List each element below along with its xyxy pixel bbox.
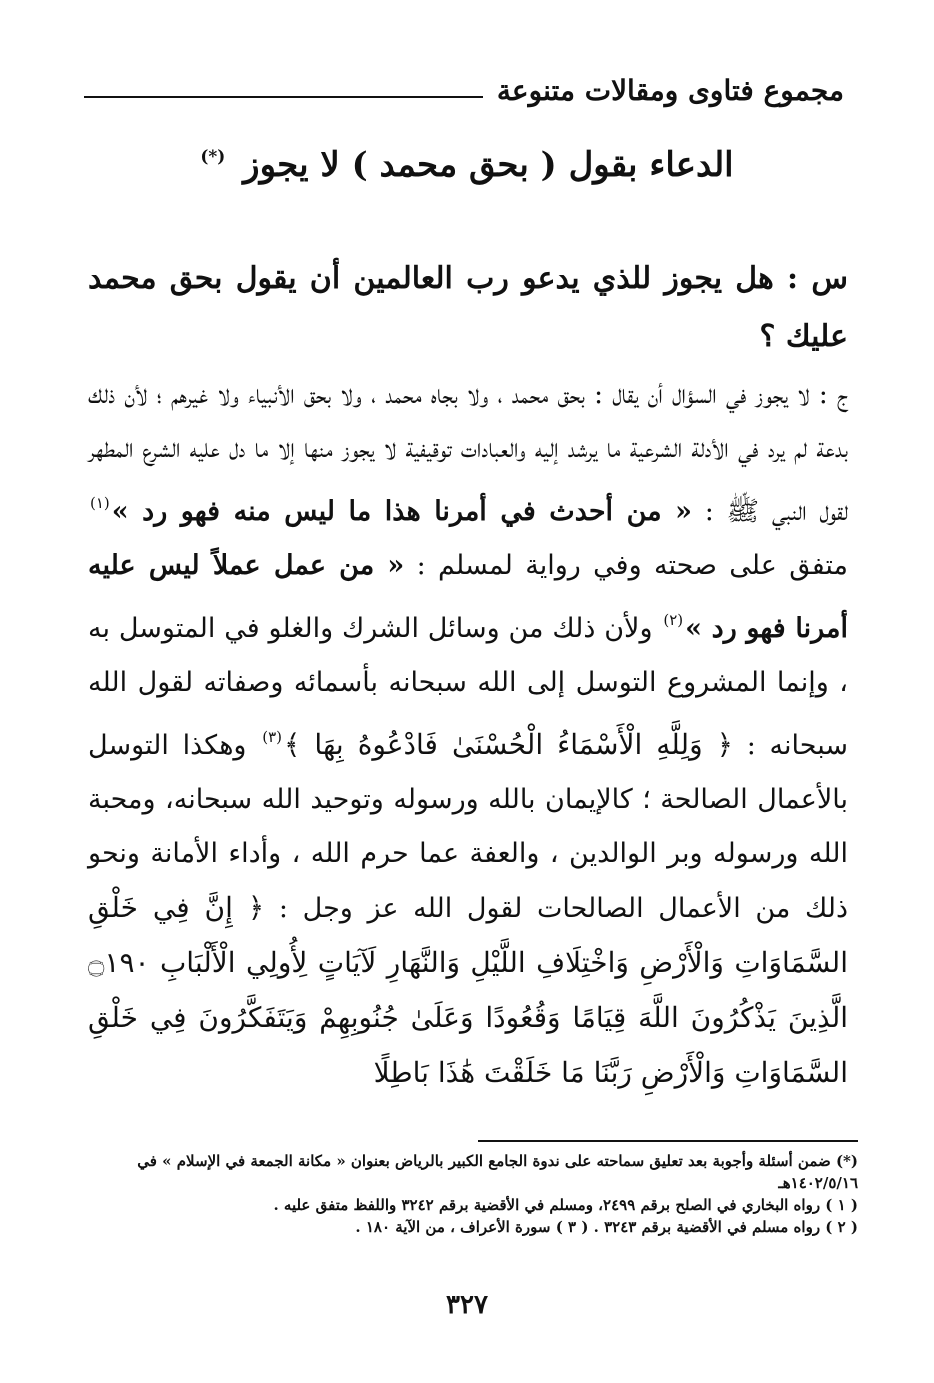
quran-verse-1: ﴿ وَلِلَّهِ الْأَسْمَاءُ الْحُسْنَىٰ فَادْعُوهُ بِهَا ﴾ <box>283 728 734 761</box>
answer-text-4: وهكذا التوسل بالأعمال الصالحة ؛ كالإيمان بالله ورسوله وتوحيد الله سبحانه، ومحبة الله ورسوله وبر الوالدين ، والعفة عما حرم الله ، وأداء الأمانة ونحو ذلك من الأعمال الصالحات لقول الله عز وجل : <box>88 730 848 924</box>
answer-text-1: ج : لا يجوز في السؤال أن يقال : بحق محمد ، ولا بجاه محمد ، ولا بحق الأنبياء ولا غيرهم ؛ لأن ذلك بدعة لم يرد في الأدلة الشرعية ما يرشد إليه والعبادات توقيفية لا يجوز منها إلا ما دل عليه الشرع المطهر لقول النبي ﷺ : <box>88 379 848 527</box>
body-text <box>88 250 848 1101</box>
footnote-ref-3: (٣) <box>262 728 282 746</box>
running-header <box>84 70 844 110</box>
header-rule <box>84 96 483 98</box>
footnote-ref-2: (٢) <box>663 611 684 629</box>
footnotes <box>88 1150 858 1238</box>
footnote-2-3: ( ٢ ) رواه مسلم في الأقضية برقم ٣٢٤٣ . ( ٣ ) سورة الأعراف ، من الآية ١٨٠ . <box>355 1218 858 1236</box>
hadith-quote-1: « من أحدث في أمرنا هذا ما ليس منه فهو رد » <box>111 496 693 527</box>
hadith-quote-2: « من عمل عملاً ليس عليه أمرنا فهو رد » <box>88 550 848 644</box>
title-note-marker: (*) <box>200 147 226 167</box>
article-title-text: الدعاء بقول ( بحق محمد ) لا يجوز <box>243 145 734 185</box>
footnote-star: (*) ضمن أسئلة وأجوبة بعد تعليق سماحته على ندوة الجامع الكبير بالرياض بعنوان « مكانة الجمعة في الإسلام » في ١٤٠٢/٥/١٦هـ <box>137 1152 858 1192</box>
page-number: ٣٢٧ <box>446 1290 488 1320</box>
footnote-rule <box>478 1140 858 1142</box>
answer-text-3: ولأن ذلك من وسائل الشرك والغلو في المتوسل به ، وإنما المشروع التوسل إلى الله سبحانه بأسمائه وصفاته لقول الله سبحانه : <box>88 613 848 761</box>
quran-verse-2: ﴿ إِنَّ فِي خَلْقِ السَّمَاوَاتِ وَالْأَرْضِ وَاخْتِلَافِ اللَّيْلِ وَالنَّهَارِ لَآيَاتٍ لِأُولِي الْأَلْبَابِ ۝١٩٠ الَّذِينَ يَذْكُرُونَ اللَّهَ قِيَامًا وَقُعُودًا وَعَلَىٰ جُنُوبِهِمْ وَيَتَفَكَّرُونَ فِي خَلْقِ السَّمَاوَاتِ وَالْأَرْضِ رَبَّنَا مَا خَلَقْتَ هَٰذَا بَاطِلًا <box>88 891 848 1089</box>
article-title <box>0 132 934 190</box>
running-title: مجموع فتاوى ومقالات متنوعة <box>496 73 844 107</box>
question-paragraph: س : هل يجوز للذي يدعو رب العالمين أن يقول بحق محمد عليك ؟ <box>88 261 848 354</box>
answer-text-2: متفق على صحته وفي رواية لمسلم : <box>416 550 848 581</box>
answer-paragraph <box>88 368 848 1101</box>
footnote-1: ( ١ ) رواه البخاري في الصلح برقم ٢٤٩٩، ومسلم في الأقضية برقم ٣٢٤٢ واللفظ متفق عليه . <box>273 1196 858 1214</box>
footnote-ref-1: (١) <box>90 494 110 512</box>
